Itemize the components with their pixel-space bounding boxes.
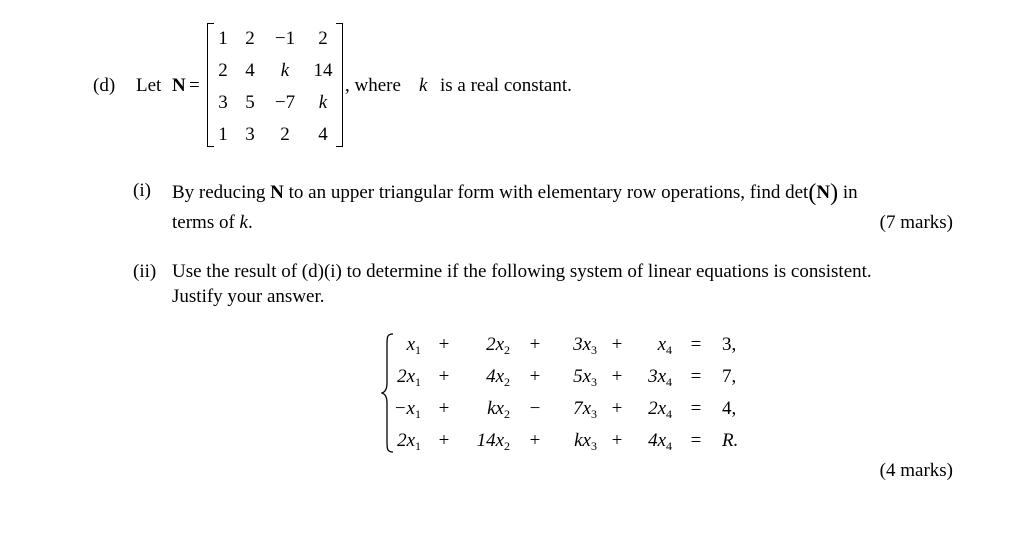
where-rest: is a real constant. — [440, 75, 572, 96]
eq-op: + — [611, 334, 623, 355]
matrix-cell: 14 — [313, 60, 333, 81]
q1-bold-n: N — [270, 182, 284, 203]
let-text: Let — [136, 75, 162, 96]
matrix-cell: 2 — [218, 60, 228, 81]
eq-op: + — [438, 398, 450, 419]
eq-op: + — [529, 366, 541, 387]
where-text: , where — [345, 75, 401, 96]
eq-op: + — [529, 430, 541, 451]
eq-rhs: 4, — [722, 398, 737, 419]
where-var: k — [419, 75, 428, 96]
q1-text-a: By reducing — [172, 182, 266, 203]
matrix-cell: 2 — [245, 28, 255, 49]
q1-text-b: to an upper triangular form with elementary row operations, find det — [288, 182, 809, 203]
q2-label: (ii) — [133, 261, 157, 282]
eq-term: $7x_3$ — [573, 398, 597, 421]
q1-text-c: in — [842, 182, 858, 203]
eq-op: + — [438, 366, 450, 387]
matrix-cell: 4 — [318, 124, 328, 145]
matrix-cell: 4 — [245, 60, 255, 81]
matrix-cell: k — [280, 60, 290, 81]
eq-rhs: 7, — [722, 366, 737, 387]
eq-equals: = — [690, 430, 702, 451]
eq-equals: = — [690, 366, 702, 387]
eq-op: + — [611, 366, 623, 387]
matrix-cell: 1 — [218, 28, 228, 49]
eq-term: $2x_1$ — [397, 430, 421, 453]
q1-marks: (7 marks) — [879, 212, 953, 233]
q1-line2-var: k — [239, 212, 248, 233]
q1-line1: By reducing N to an upper triangular form with elementary row operations, find det(N) in — [172, 180, 858, 206]
eq-term: $x_4$ — [657, 334, 672, 357]
matrix-cell: 1 — [218, 124, 228, 145]
q1-line2 — [172, 213, 253, 232]
eq-op: + — [438, 334, 450, 355]
matrix-cell: 5 — [245, 92, 255, 113]
matrix-equals: = — [189, 75, 200, 96]
eq-term: $2x_1$ — [397, 366, 421, 389]
matrix-cell: −7 — [274, 92, 296, 113]
eq-rhs: R. — [722, 430, 739, 451]
matrix-cell: 3 — [245, 124, 255, 145]
part-label: (d) — [93, 75, 116, 96]
q1-line2-b: . — [247, 212, 253, 233]
eq-equals: = — [690, 334, 702, 355]
matrix-cell: 2 — [318, 28, 328, 49]
q2-line2: Justify your answer. — [172, 286, 325, 307]
eq-op: + — [611, 430, 623, 451]
eq-equals: = — [690, 398, 702, 419]
q1-det-arg: N — [816, 182, 831, 203]
eq-term: $-x_1$ — [393, 398, 421, 421]
matrix-cell: k — [318, 92, 328, 113]
eq-term: $3x_3$ — [573, 334, 597, 357]
q1-label: (i) — [133, 180, 151, 201]
eq-op: + — [529, 334, 541, 355]
matrix-cell: 3 — [218, 92, 228, 113]
eq-term: $3x_4$ — [648, 366, 672, 389]
eq-term: $2x_2$ — [486, 334, 510, 357]
eq-term: $5x_3$ — [573, 366, 597, 389]
eq-rhs: 3, — [722, 334, 737, 355]
matrix-name: N — [172, 75, 186, 96]
eq-term: $kx_2$ — [487, 398, 510, 421]
eq-term: $2x_4$ — [648, 398, 672, 421]
q2-line1: Use the result of (d)(i) to determine if the following system of linear equations is consistent. — [172, 261, 872, 282]
eq-op: + — [611, 398, 623, 419]
q1-line2-a: terms of — [172, 212, 235, 233]
eq-term: $14x_2$ — [476, 430, 510, 453]
matrix-cell: −1 — [274, 28, 296, 49]
eq-term: $4x_2$ — [486, 366, 510, 389]
eq-op: + — [438, 430, 450, 451]
eq-term: $4x_4$ — [648, 430, 672, 453]
eq-term: $kx_3$ — [574, 430, 597, 453]
q2-marks: (4 marks) — [879, 460, 953, 481]
eq-term: $x_1$ — [406, 334, 421, 357]
eq-op: − — [529, 398, 541, 419]
matrix-cell: 2 — [280, 124, 290, 145]
